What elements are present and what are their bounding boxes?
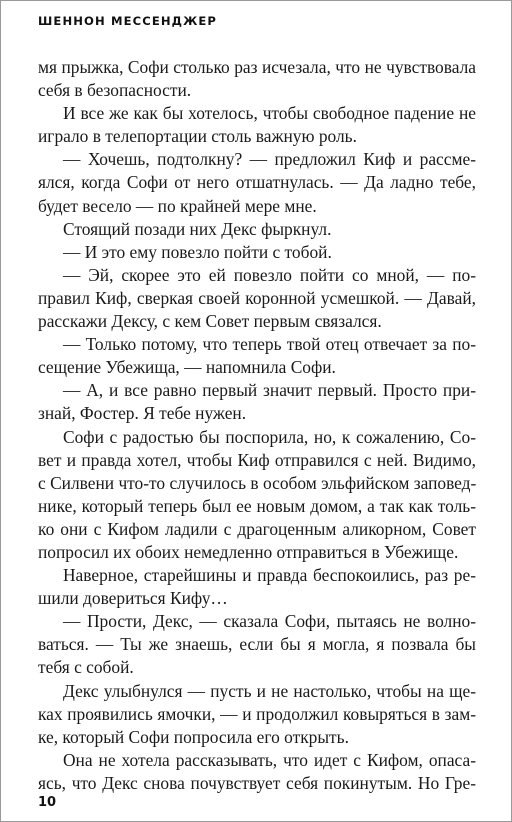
- text-line: себя в безопасности.: [38, 80, 192, 101]
- text-line: сещение Убежища, — напомнила Софи.: [38, 357, 336, 378]
- text-line: ваться. — Ты же знаешь, если бы я могла, я позвала бы: [38, 634, 476, 655]
- text-line: — Хочешь, подтолкну? — предложил Киф и рассме-: [63, 149, 476, 170]
- text-line: ко они с Кифом ладили с драгоценным аликорном, Совет: [38, 518, 476, 539]
- text-line: ках проявились ямочки, — и продолжил ковыряться в зам-: [38, 703, 476, 724]
- text-line: ялся, когда Софи от него отшатнулась. — Да ладно тебе,: [38, 172, 476, 193]
- text-line: — И это ему повезло пойти с тобой.: [63, 241, 332, 262]
- text-line: ке, который Софи попросила его открыть.: [38, 726, 349, 747]
- text-line: играло в телепортации столь важную роль.: [38, 126, 357, 147]
- text-line: с Силвени что-то случилось в особом эльфийском заповед-: [38, 472, 477, 493]
- text-line: — Эй, скорее это ей повезло пойти со мной, — по-: [63, 264, 476, 285]
- text-line: Софи с радостью бы поспорила, но, к сожалению, Со-: [63, 426, 476, 447]
- text-line: мя прыжка, Софи столько раз исчезала, что не чувствовала: [38, 57, 476, 77]
- text-line: Декс улыбнулся — пусть и не настолько, чтобы на ще-: [63, 680, 476, 701]
- text-line: Она не хотела рассказывать, что идет с Кифом, опаса-: [63, 749, 476, 770]
- text-line: будет весело — по крайней мере мне.: [38, 195, 317, 216]
- text-line: И все же как бы хотелось, чтобы свободное падение не: [63, 103, 476, 124]
- text-line: — Прости, Декс, — сказала Софи, пытаясь не волно-: [63, 611, 476, 632]
- text-line: Наверное, старейшины и правда беспокоились, раз ре-: [63, 565, 476, 586]
- text-line: Стоящий позади них Декс фыркнул.: [63, 218, 332, 239]
- page-number: 10: [38, 795, 57, 810]
- text-line: — Только потому, что теперь твой отец отвечает за по-: [63, 334, 476, 355]
- text-line: правил Киф, сверкая своей коронной усмешкой. — Давай,: [38, 287, 476, 308]
- text-line: знай, Фостер. Я тебе нужен.: [38, 403, 247, 424]
- text-line: вет и правда хотел, чтобы Киф отправился с ней. Видимо,: [38, 449, 476, 470]
- body-text: [38, 56, 476, 795]
- text-line: шили довериться Кифу…: [38, 588, 228, 609]
- text-line: нике, который теперь был ее новым домом, а так как толь-: [38, 495, 476, 516]
- running-head: ШЕННОН МЕССЕНДЖЕР: [38, 14, 217, 28]
- text-line: расскажи Дексу, с кем Совет первым связался.: [38, 311, 382, 332]
- text-line: ясь, что Декс снова почувствует себя покинутым. Но Гре-: [38, 772, 476, 793]
- text-line: попросил их обоих немедленно отправиться в Убежище.: [38, 541, 459, 562]
- text-line: — А, и все равно первый значит первый. Просто при-: [63, 380, 476, 401]
- text-line: тебя с собой.: [38, 657, 134, 678]
